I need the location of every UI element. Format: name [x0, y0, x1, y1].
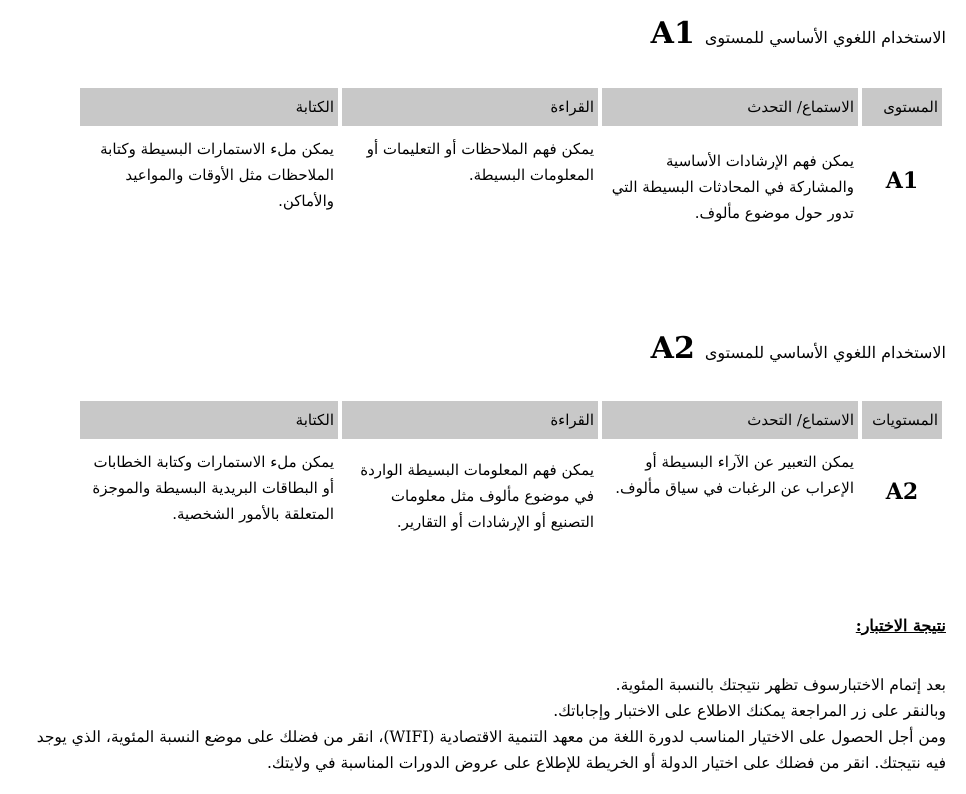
header-level: المستويات [862, 401, 942, 439]
section-a1-title: الاستخدام اللغوي الأساسي للمستوى [704, 28, 946, 47]
level-a1-table [76, 88, 946, 226]
cell-level: A1 [885, 168, 919, 194]
cell-level: A2 [885, 479, 919, 505]
section-a2-heading [651, 331, 946, 366]
cell-writing: يمكن ملء الاستمارات وكتابة الخطابات أو البطاقات البريدية البسيطة والموجزة المتعلقة بالأمور الشخصية. [92, 453, 334, 523]
header-listening-speaking: الاستماع/ التحدث [602, 401, 858, 439]
section-a2-title: الاستخدام اللغوي الأساسي للمستوى [704, 343, 946, 362]
cell-listening-speaking: يمكن التعبير عن الآراء البسيطة أو الإعراب عن الرغبات في سياق مألوف. [615, 453, 854, 497]
result-paragraph: وبالنقر على زر المراجعة يمكنك الاطلاع على الاختبار وإجاباتك. [553, 702, 946, 720]
cell-writing: يمكن ملء الاستمارات البسيطة وكتابة الملاحظات مثل الأوقات والمواعيد والأماكن. [100, 140, 334, 210]
table-header-row [80, 401, 942, 439]
section-a2-level: A2 [650, 331, 695, 366]
level-a2-table [76, 401, 946, 535]
cell-reading: يمكن فهم المعلومات البسيطة الواردة في موضوع مألوف مثل معلومات التصنيع أو الإرشادات أو التقارير. [360, 461, 594, 531]
cell-listening-speaking: يمكن فهم الإرشادات الأساسية والمشاركة في المحادثات البسيطة التي تدور حول موضوع مألوف. [611, 152, 854, 222]
table-row [80, 126, 942, 226]
result-text [16, 672, 946, 776]
header-listening-speaking: الاستماع/ التحدث [602, 88, 858, 126]
cell-reading: يمكن فهم الملاحظات أو التعليمات أو المعلومات البسيطة. [366, 140, 594, 184]
header-writing: الكتابة [80, 401, 338, 439]
table-row [80, 439, 942, 535]
result-title: نتيجة الاختبار: [855, 616, 946, 635]
table-header-row [80, 88, 942, 126]
header-level: المستوى [862, 88, 942, 126]
header-reading: القراءة [342, 401, 598, 439]
header-reading: القراءة [342, 88, 598, 126]
header-writing: الكتابة [80, 88, 338, 126]
section-a1-level: A1 [650, 16, 695, 51]
section-a1-heading [651, 16, 946, 51]
result-paragraph: بعد إتمام الاختبارسوف تظهر نتيجتك بالنسبة المئوية. [615, 676, 946, 694]
result-paragraph: ومن أجل الحصول على الاختيار المناسب لدورة اللغة من معهد التنمية الاقتصادية (WIFI)، انقر من فضلك على موضع النسبة المئوية، الذي يوجد فيه نتيجتك. انقر من فضلك على اختيار الدولة أو الخريطة للإطلاع على عروض الدورات المناسبة في ولايتك. [36, 728, 946, 772]
